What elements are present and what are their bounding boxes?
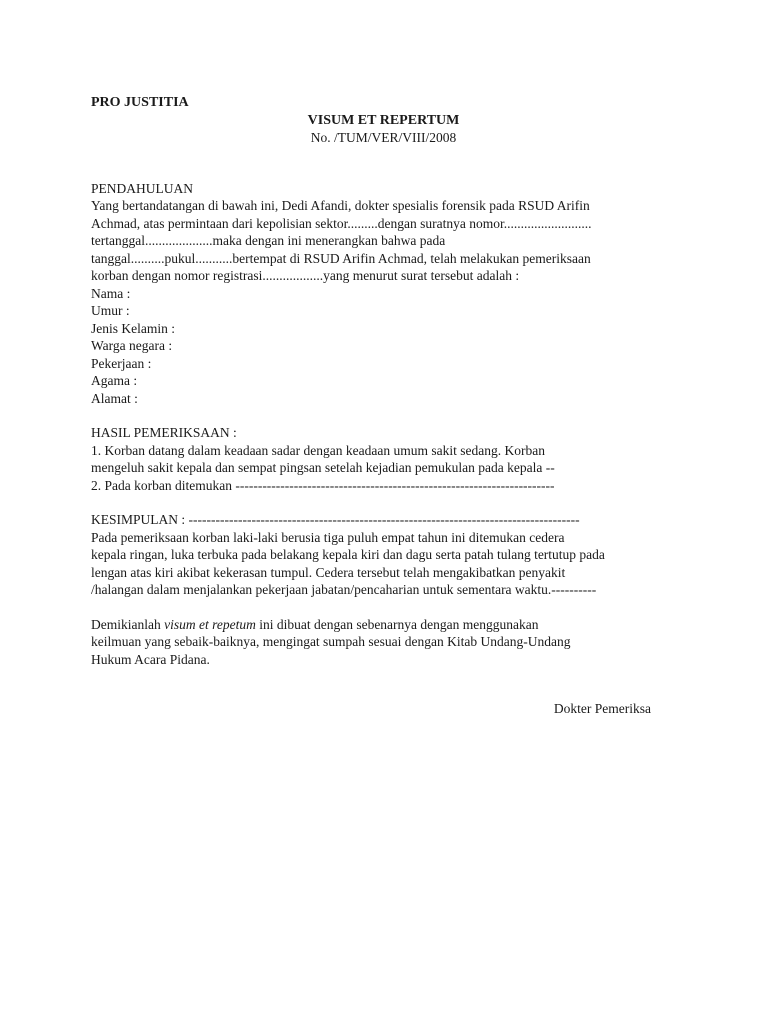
field-jenis-kelamin: Jenis Kelamin : xyxy=(91,320,175,336)
field-alamat: Alamat : xyxy=(91,390,138,406)
pendahuluan-line: korban dengan nomor registrasi..................yang menurut surat tersebut adalah : xyxy=(91,268,520,283)
hasil-line: mengeluh sakit kepala dan sempat pingsan setelah kejadian pemukulan pada kepala -- xyxy=(91,460,555,475)
kesimpulan-line: kepala ringan, luka terbuka pada belakang kepala kiri dan dagu serta patah tulang tertutup pada xyxy=(91,547,605,562)
signature-label: Dokter Pemeriksa xyxy=(553,701,651,716)
kesimpulan-section xyxy=(91,511,691,599)
pendahuluan-line: Achmad, atas permintaan dari kepolisian sektor.........dengan suratnya nomor.......................... xyxy=(91,215,592,231)
pendahuluan-line: Yang bertandatangan di bawah ini, Dedi Afandi, dokter spesialis forensik pada RSUD Arifin xyxy=(91,198,590,213)
pendahuluan-heading: PENDAHULUAN xyxy=(91,180,193,196)
hasil-heading: HASIL PEMERIKSAAN : xyxy=(91,425,237,440)
field-pekerjaan: Pekerjaan : xyxy=(91,355,152,371)
penutup-line: keilmuan yang sebaik-baiknya, mengingat sumpah sesuai dengan Kitab Undang-Undang xyxy=(91,634,571,649)
kesimpulan-line: /halangan dalam menjalankan pekerjaan jabatan/pencaharian untuk sementara waktu.---------- xyxy=(91,582,597,597)
hasil-line: 2. Pada korban ditemukan ----------------------------------------------------------------------- xyxy=(91,477,555,493)
penutup-italic-term: visum et repetum xyxy=(164,616,256,632)
kesimpulan-line: lengan atas kiri akibat kekerasan tumpul. Cedera tersebut telah mengakibatkan penyakit xyxy=(91,564,566,580)
penutup-text: ini dibuat dengan sebenarnya dengan menggunakan xyxy=(255,616,539,632)
pendahuluan-line: tanggal..........pukul...........bertempat di RSUD Arifin Achmad, telah melakukan pemeriksaan xyxy=(91,250,591,266)
field-agama: Agama : xyxy=(91,373,138,388)
document-title: VISUM ET REPERTUM xyxy=(307,112,460,128)
kesimpulan-line: Pada pemeriksaan korban laki-laki berusia tiga puluh empat tahun ini ditemukan cedera xyxy=(91,529,565,545)
pendahuluan-line: tertanggal....................maka dengan ini menerangkan bahwa pada xyxy=(91,233,446,248)
field-umur: Umur : xyxy=(91,303,130,318)
penutup-text: Demikianlah xyxy=(91,616,165,632)
field-nama: Nama : xyxy=(91,285,131,301)
field-warga-negara: Warga negara : xyxy=(91,338,173,353)
pendahuluan-section xyxy=(91,180,691,408)
hasil-line: 1. Korban datang dalam keadaan sadar dengan keadaan umum sakit sedang. Korban xyxy=(91,442,545,458)
pro-justitia-label: PRO JUSTITIA xyxy=(91,95,189,110)
document-page xyxy=(91,94,691,718)
penutup-line xyxy=(91,616,691,634)
hasil-section xyxy=(91,424,691,494)
document-number: No. /TUM/VER/VIII/2008 xyxy=(310,130,457,145)
kesimpulan-heading: KESIMPULAN : --------------------------------------------------------------------------------------- xyxy=(91,512,580,527)
penutup-section xyxy=(91,616,691,669)
penutup-line: Hukum Acara Pidana. xyxy=(91,651,210,667)
